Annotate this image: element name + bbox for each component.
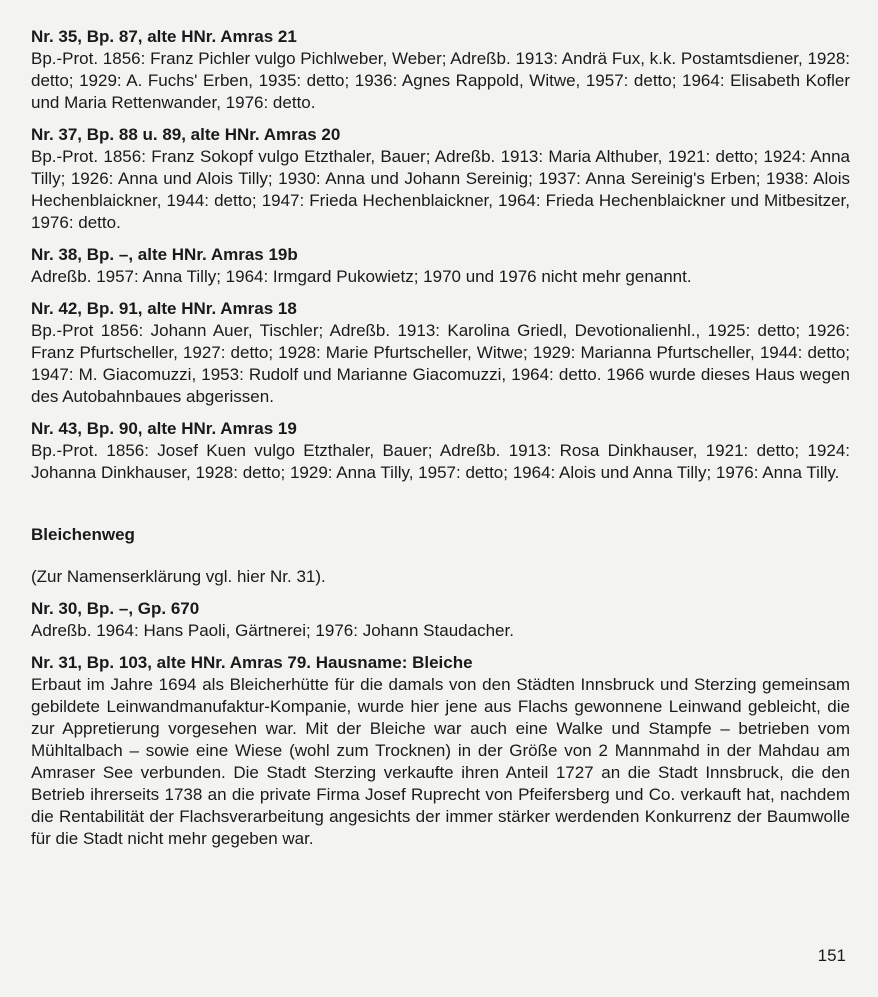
entry-body: Adreßb. 1957: Anna Tilly; 1964: Irmgard Pukowietz; 1970 und 1976 nicht mehr genannt. xyxy=(31,267,692,286)
entry-body: Adreßb. 1964: Hans Paoli, Gärtnerei; 1976: Johann Staudacher. xyxy=(31,621,514,640)
entry-heading: Nr. 35, Bp. 87, alte HNr. Amras 21 xyxy=(31,27,297,46)
entry-body: Bp.-Prot. 1856: Franz Pichler vulgo Pichlweber, Weber; Adreßb. 1913: Andrä Fux, k.k. Postamtsdiener, 1928: detto; 1929: A. Fuchs' Erben, 1935: detto; 1936: Agnes Rappold, Witwe, 1957: detto; 1964: Elisabeth Kofler und Maria Rettenwander, 1976: detto. xyxy=(31,49,850,112)
entry-nr-30 xyxy=(31,598,850,642)
entry-body: Bp.-Prot. 1856: Franz Sokopf vulgo Etzthaler, Bauer; Adreßb. 1913: Maria Althuber, 1921: detto; 1924: Anna Tilly; 1926: Anna und Alois Tilly; 1930: Anna und Johann Sereinig; 1937: Anna Sereinig's Erben; 1938: Alois Hechenblaickner, 1944: detto; 1947: Frieda Hechenblaickner, 1964: Frieda Hechenblaickner und Mitbesitzer, 1976: detto. xyxy=(31,147,850,232)
entry-heading: Nr. 37, Bp. 88 u. 89, alte HNr. Amras 20 xyxy=(31,125,341,144)
entry-body: Bp.-Prot 1856: Johann Auer, Tischler; Adreßb. 1913: Karolina Griedl, Devotionalienhl., 1925: detto; 1926: Franz Pfurtscheller, 1927: detto; 1928: Marie Pfurtscheller, Witwe; 1929: Marianna Pfurtscheller, 1944: detto; 1947: M. Giacomuzzi, 1953: Rudolf und Marianne Giacomuzzi, 1964: detto. 1966 wurde dieses Haus wegen des Autobahnbaues abgerissen. xyxy=(31,321,850,406)
entry-nr-38 xyxy=(31,244,850,288)
section-note: (Zur Namenserklärung vgl. hier Nr. 31). xyxy=(31,567,326,586)
entry-heading: Nr. 30, Bp. –, Gp. 670 xyxy=(31,599,200,618)
entry-heading: Nr. 43, Bp. 90, alte HNr. Amras 19 xyxy=(31,419,297,438)
entry-body: Erbaut im Jahre 1694 als Bleicherhütte für die damals von den Städten Innsbruck und Sterzing gemeinsam gebildete Leinwandmanufaktur-Kompanie, wurde hier jene aus Flachs gewonnene Leinwand gebleicht, die zur Appretierung vorgesehen war. Mit der Bleiche war auch eine Walke und Stampfe – betrieben vom Mühltalbach – sowie eine Wiese (wohl zum Trocknen) in der Größe von 2 Mannmahd in der Mahdau am Amraser See verbunden. Die Stadt Sterzing verkaufte ihren Anteil 1727 an die Stadt Innsbruck, die den Betrieb ihrerseits 1738 an die private Firma Josef Ruprecht von Pfeifersberg und Co. verkauft hat, nachdem die Rentabilität der Flachsverarbeitung angesichts der immer stärker werdenden Konkurrenz der Baumwolle für die Stadt nicht mehr gegeben war. xyxy=(31,675,850,848)
page-number: 151 xyxy=(817,946,846,965)
entry-heading: Nr. 42, Bp. 91, alte HNr. Amras 18 xyxy=(31,299,297,318)
entry-body: Bp.-Prot. 1856: Josef Kuen vulgo Etzthaler, Bauer; Adreßb. 1913: Rosa Dinkhauser, 1921: detto; 1924: Johanna Dinkhauser, 1928: detto; 1929: Anna Tilly, 1957: detto; 1964: Alois und Anna Tilly; 1976: Anna Tilly. xyxy=(31,441,850,482)
entry-nr-31 xyxy=(31,652,850,850)
entry-heading: Nr. 38, Bp. –, alte HNr. Amras 19b xyxy=(31,245,298,264)
entry-heading: Nr. 31, Bp. 103, alte HNr. Amras 79. Hausname: Bleiche xyxy=(31,653,473,672)
entry-nr-35 xyxy=(31,26,850,114)
section-title: Bleichenweg xyxy=(31,525,135,544)
entry-nr-42 xyxy=(31,298,850,408)
entry-nr-43 xyxy=(31,418,850,484)
entry-nr-37 xyxy=(31,124,850,234)
